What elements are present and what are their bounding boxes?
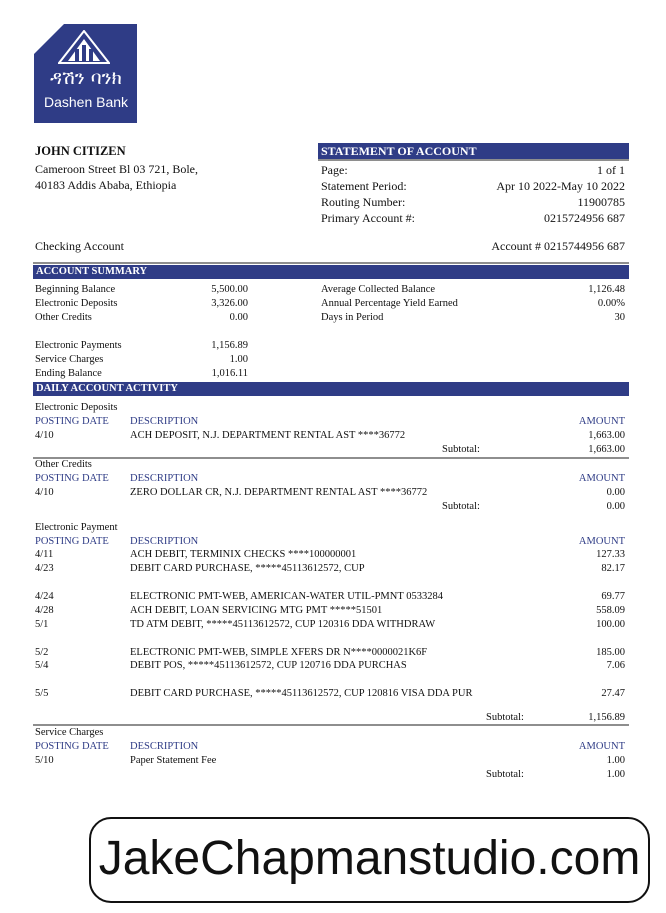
account-summary-header: ACCOUNT SUMMARY	[33, 265, 629, 279]
summary-value: 1,016.11	[211, 368, 248, 379]
description: Paper Statement Fee	[130, 755, 217, 766]
section-title: Electronic Deposits	[35, 402, 118, 413]
subtotal-label: Subtotal:	[486, 769, 524, 780]
posting-date: 5/1	[35, 619, 49, 630]
table-row	[33, 486, 629, 500]
subtotal-value: 0.00	[606, 501, 625, 512]
col-amount: AMOUNT	[578, 473, 625, 484]
summary-rule	[33, 262, 629, 264]
logo-amharic-text: ዳሽን ባንክ	[50, 67, 122, 89]
col-amount: AMOUNT	[578, 416, 625, 427]
posting-date: 4/23	[35, 563, 54, 574]
posting-date: 5/2	[35, 647, 49, 658]
column-header-row	[33, 415, 629, 429]
summary-label: Average Collected Balance	[321, 284, 436, 295]
routing-value: 11900785	[577, 195, 625, 209]
summary-value: 0.00%	[597, 298, 625, 309]
section-title: Service Charges	[35, 727, 104, 738]
description: ACH DEBIT, TERMINIX CHECKS ****100000001	[130, 549, 357, 560]
subtotal-value: 1,663.00	[588, 444, 625, 455]
customer-name: JOHN CITIZEN	[35, 144, 126, 158]
subtotal-label: Subtotal:	[442, 501, 480, 512]
summary-label: Ending Balance	[35, 368, 102, 379]
bank-logo	[34, 24, 137, 123]
col-description: DESCRIPTION	[130, 473, 199, 484]
summary-label: Beginning Balance	[35, 284, 116, 295]
subtotal-value: 1,156.89	[588, 712, 625, 723]
amount: 185.00	[596, 647, 625, 658]
col-description: DESCRIPTION	[130, 536, 199, 547]
page-value: 1 of 1	[597, 163, 625, 177]
summary-value: 0.00	[229, 312, 248, 323]
summary-label: Days in Period	[321, 312, 384, 323]
column-header-row	[33, 535, 629, 549]
section-title: Electronic Payment	[35, 522, 118, 533]
posting-date: 5/4	[35, 660, 49, 671]
summary-label: Annual Percentage Yield Earned	[321, 298, 458, 309]
period-value: Apr 10 2022-May 10 2022	[496, 179, 625, 193]
watermark-box	[89, 817, 650, 903]
subtotal-row	[33, 768, 629, 782]
posting-date: 4/10	[35, 487, 54, 498]
primary-account-value: 0215724956 687	[544, 211, 625, 225]
col-posting-date: POSTING DATE	[35, 416, 109, 427]
summary-value: 3,326.00	[211, 298, 248, 309]
col-posting-date: POSTING DATE	[35, 741, 109, 752]
col-description: DESCRIPTION	[130, 741, 199, 752]
table-row	[33, 646, 629, 660]
daily-activity-header: DAILY ACCOUNT ACTIVITY	[33, 382, 629, 396]
summary-label: Other Credits	[35, 312, 92, 323]
account-number: Account # 0215744956 687	[491, 239, 625, 253]
subtotal-value: 1.00	[606, 769, 625, 780]
subtotal-row	[33, 711, 629, 725]
amount: 100.00	[596, 619, 625, 630]
description: ELECTRONIC PMT-WEB, AMERICAN-WATER UTIL-PMNT 0533284	[130, 591, 443, 602]
section-title-credits	[33, 458, 629, 472]
col-amount: AMOUNT	[578, 536, 625, 547]
subtotal-label: Subtotal:	[442, 444, 480, 455]
summary-value: 1.00	[229, 354, 248, 365]
table-row	[33, 687, 629, 701]
subtotal-row	[33, 500, 629, 514]
amount: 82.17	[601, 563, 625, 574]
description: DEBIT POS, *****45113612572, CUP 120716 DDA PURCHAS	[130, 660, 407, 671]
summary-value: 5,500.00	[211, 284, 248, 295]
summary-label: Service Charges	[35, 354, 104, 365]
amount: 127.33	[596, 549, 625, 560]
amount: 27.47	[601, 688, 625, 699]
summary-value: 30	[614, 312, 625, 323]
description: ACH DEPOSIT, N.J. DEPARTMENT RENTAL AST ****36772	[130, 430, 406, 441]
summary-value: 1,156.89	[211, 340, 248, 351]
period-label: Statement Period:	[321, 179, 407, 193]
description: DEBIT CARD PURCHASE, *****45113612572, CUP	[130, 563, 365, 574]
amount: 0.00	[606, 487, 625, 498]
section-title-deposits	[33, 401, 629, 415]
amount: 1,663.00	[588, 430, 625, 441]
table-row	[33, 618, 629, 632]
description: DEBIT CARD PURCHASE, *****45113612572, CUP 120816 VISA DDA PUR	[130, 688, 473, 699]
description: ZERO DOLLAR CR, N.J. DEPARTMENT RENTAL AST ****36772	[130, 487, 428, 498]
routing-label: Routing Number:	[321, 195, 406, 209]
statement-title: STATEMENT OF ACCOUNT	[318, 143, 629, 159]
summary-label: Electronic Deposits	[35, 298, 118, 309]
posting-date: 4/28	[35, 605, 54, 616]
amount: 69.77	[601, 591, 625, 602]
column-header-row	[33, 472, 629, 486]
page-label: Page:	[321, 163, 348, 177]
primary-account-label: Primary Account #:	[321, 211, 415, 225]
description: ELECTRONIC PMT-WEB, SIMPLE XFERS DR N****0000021K6F	[130, 647, 428, 658]
amount: 558.09	[596, 605, 625, 616]
subtotal-label: Subtotal:	[486, 712, 524, 723]
table-row	[33, 604, 629, 618]
table-row	[33, 562, 629, 576]
table-row	[33, 429, 629, 443]
posting-date: 5/10	[35, 755, 54, 766]
customer-address-line2: 40183 Addis Ababa, Ethiopia	[35, 178, 177, 192]
section-title-service	[33, 726, 629, 740]
table-row	[33, 659, 629, 673]
col-description: DESCRIPTION	[130, 416, 199, 427]
logo-bank-name: Dashen Bank	[43, 94, 129, 110]
subtotal-row	[33, 443, 629, 457]
summary-value: 1,126.48	[588, 284, 625, 295]
section-title: Other Credits	[35, 459, 92, 470]
amount: 7.06	[606, 660, 625, 671]
col-amount: AMOUNT	[578, 741, 625, 752]
amount: 1.00	[606, 755, 625, 766]
table-row	[33, 754, 629, 768]
posting-date: 5/5	[35, 688, 49, 699]
statement-rule	[318, 159, 629, 161]
description: TD ATM DEBIT, *****45113612572, CUP 120316 DDA WITHDRAW	[130, 619, 436, 630]
column-header-row	[33, 740, 629, 754]
table-row	[33, 548, 629, 562]
summary-label: Electronic Payments	[35, 340, 122, 351]
posting-date: 4/24	[35, 591, 54, 602]
col-posting-date: POSTING DATE	[35, 473, 109, 484]
posting-date: 4/11	[35, 549, 54, 560]
posting-date: 4/10	[35, 430, 54, 441]
customer-address-line1: Cameroon Street Bl 03 721, Bole,	[35, 162, 198, 176]
section-title-payments	[33, 521, 629, 535]
description: ACH DEBIT, LOAN SERVICING MTG PMT *****51501	[130, 605, 383, 616]
watermark-text: JakeChapmanstudio.com	[98, 832, 641, 885]
table-row	[33, 590, 629, 604]
account-type: Checking Account	[35, 239, 124, 253]
col-posting-date: POSTING DATE	[35, 536, 109, 547]
bank-emblem-icon	[58, 30, 110, 64]
